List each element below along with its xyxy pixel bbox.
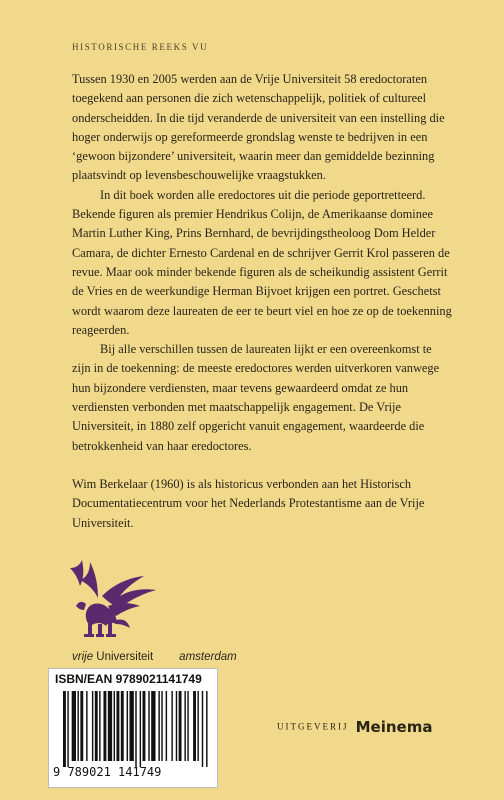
barcode-bar <box>67 691 68 767</box>
barcode-bar <box>95 691 98 761</box>
blurb-paragraph-2: In dit boek worden alle eredoctores uit die periode geportretteerd. Bekende figuren als premier Hendrikus Colijn, de Amerikaanse dominee Martin Luther King, Prins Bernhard, de bevrijdingstheoloog Dom Helder Camara, de dichter Ernesto Cardenal en de schrijver Gerrit Krol passeren de revue. Maar ook minder bekende figuren als de scheikundig assistent Gerrit de Vries en de weerkundige Herman Bijvoet krijgen een portret. Geschetst wordt waarom deze laureaten de eer te beurt viel en hoe ze op de toekenning reageerden. <box>72 187 452 337</box>
author-note: Wim Berkelaar (1960) is als historicus verbonden aan het Historisch Documentatiecentrum voor het Nederlands Protestantisme aan de Vrije Universiteit. <box>72 476 425 530</box>
university-name <box>72 651 237 663</box>
barcode-bar <box>63 691 66 767</box>
barcode-icon <box>63 691 209 767</box>
barcode-bar <box>161 691 162 761</box>
barcode-bar <box>80 691 83 761</box>
publisher-prefix: UITGEVERIJ <box>277 721 349 732</box>
publisher-logo <box>277 716 432 736</box>
isbn-label: ISBN/EAN 9789021141749 <box>55 672 202 686</box>
barcode-bar <box>202 691 203 767</box>
back-cover-blurb <box>72 70 452 533</box>
university-name-vrije: vrije <box>72 651 94 663</box>
barcode-digits: 9 789021 141749 <box>53 765 162 779</box>
university-name-universiteit: Universiteit <box>93 651 154 663</box>
blurb-paragraph-1: Tussen 1930 en 2005 werden aan de Vrije Universiteit 58 eredoctoraten toegekend aan personen die zich wetenschappelijk, politiek of cultureel onderscheidden. In die tijd veranderde de universiteit van een instelling die hoger onderwijs op gereformeerde grondslag wenste te bedrijven in een ‘gewoon bijzondere’ universiteit, waarin meer dan gemiddelde bezinning plaatsvindt op levensbeschouwelijke vraagstukken. <box>72 72 445 183</box>
barcode-bar <box>193 691 196 761</box>
barcode-bar <box>158 691 159 761</box>
barcode-bar <box>77 691 78 761</box>
barcode-bar <box>135 691 136 767</box>
barcode-bar <box>86 691 87 761</box>
barcode-bar <box>176 691 177 761</box>
barcode-bar <box>92 691 93 761</box>
barcode-bar <box>143 691 146 761</box>
barcode-bar <box>151 691 155 761</box>
barcode-bar <box>197 691 198 761</box>
publisher-name: Meinema <box>355 717 433 736</box>
blurb-paragraph-3: Bij alle verschillen tussen de laureaten lijkt er een overeenkomst te zijn in de toekenning: de meeste eredoctores werden uitverkoren vanwege hun bijzondere verdiensten, maar tevens gewaardeerd omdat ze hun verdiensten verbonden met maatschappelijk engagement. De Vrije Universiteit, in 1880 zelf opgericht vanuit engagement, waardeerde die betrokkenheid van haar eredoctores. <box>72 342 440 453</box>
barcode-bar <box>179 691 182 761</box>
barcode-bar <box>171 691 172 761</box>
barcode-bar <box>121 691 124 761</box>
barcode-bar <box>116 691 119 761</box>
barcode-bar <box>166 691 167 761</box>
barcode-bar <box>108 691 112 761</box>
barcode-bar <box>103 691 106 761</box>
barcode-bar <box>148 691 149 761</box>
barcode-bar <box>187 691 188 761</box>
barcode-bar <box>206 691 207 767</box>
barcode-bar <box>184 691 185 761</box>
barcode-bar <box>140 691 141 767</box>
series-title: HISTORISCHE REEKS VU <box>72 42 209 52</box>
isbn-barcode-box <box>48 668 218 788</box>
barcode-bar <box>99 691 100 761</box>
barcode-bar <box>129 691 133 761</box>
barcode-bar <box>72 691 76 761</box>
griffin-logo-icon <box>68 556 160 640</box>
university-city: amsterdam <box>179 651 237 663</box>
barcode-bar <box>127 691 128 761</box>
barcode-bar <box>114 691 115 761</box>
